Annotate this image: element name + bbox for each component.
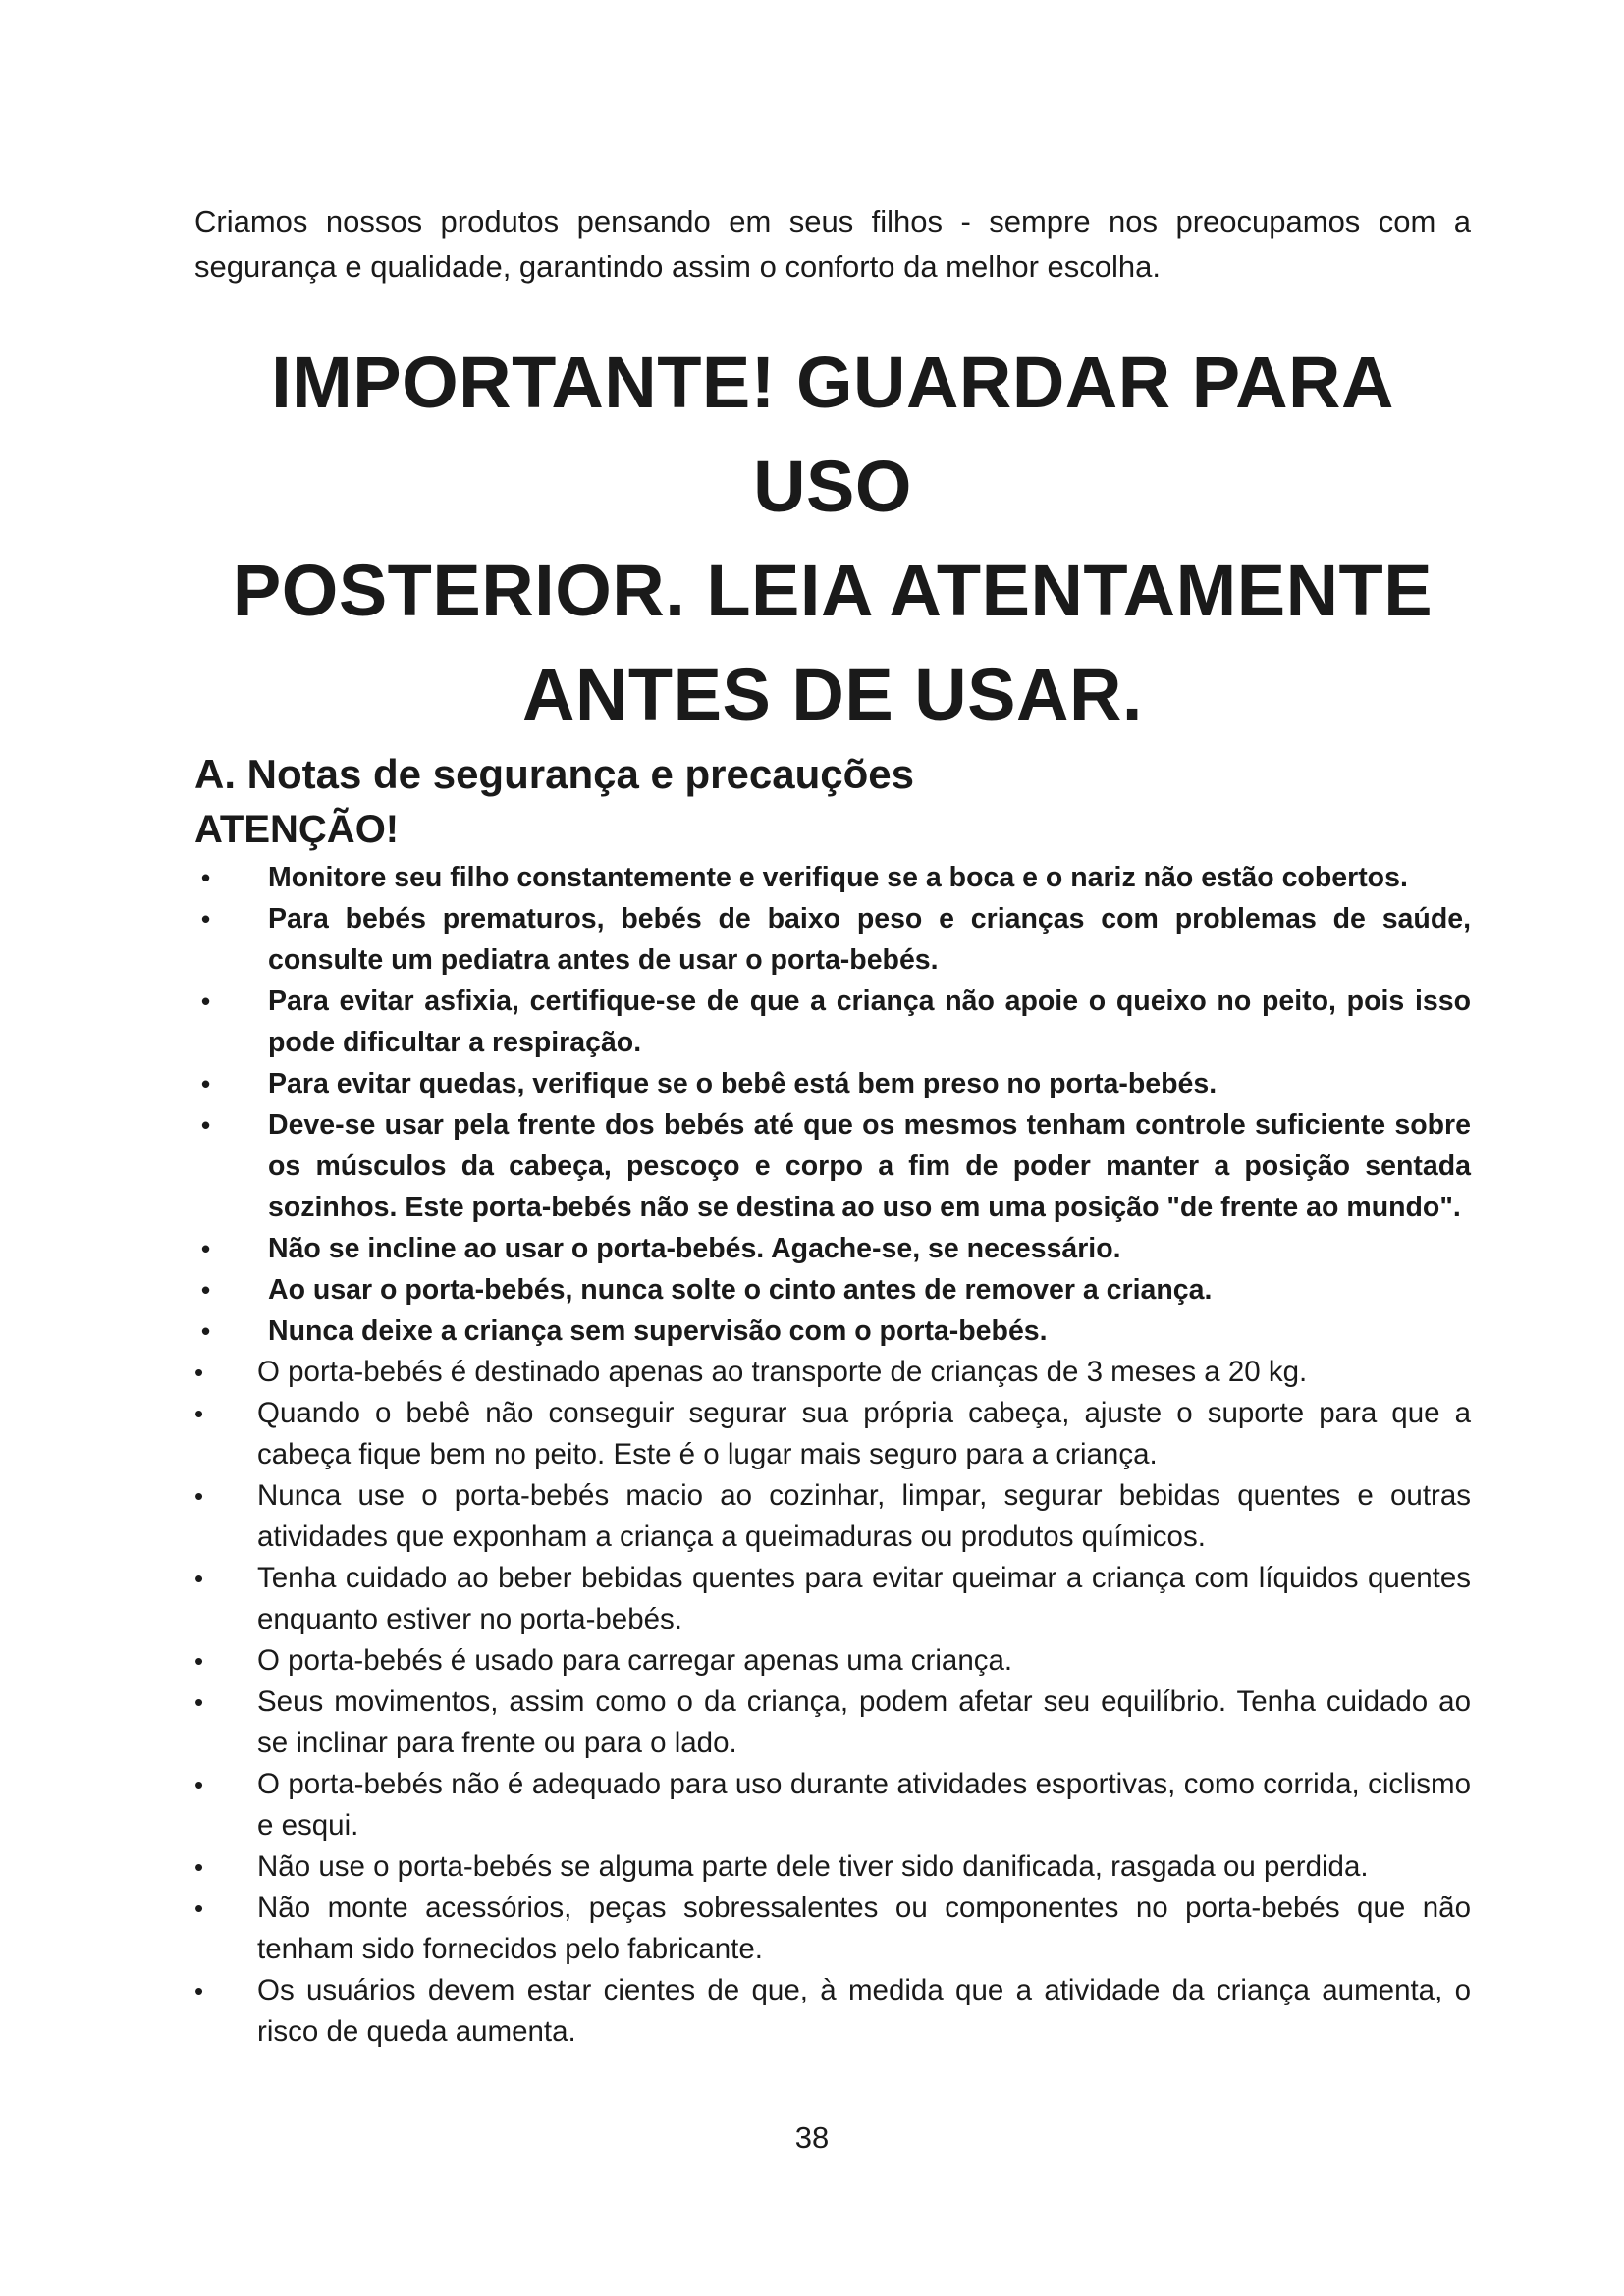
list-item: [194, 1393, 1471, 1475]
bullet-icon: •: [194, 1770, 204, 1799]
list-item-text: Seus movimentos, assim como o da criança, podem afetar seu equilíbrio. Tenha cuidado ao se inclinar para frente ou para o lado.: [257, 1685, 1471, 1759]
list-item-text: Para bebés prematuros, bebés de baixo peso e crianças com problemas de saúde, consulte um pediatra antes de usar o porta-bebés.: [268, 903, 1471, 976]
list-item-text: O porta-bebés não é adequado para uso durante atividades esportivas, como corrida, ciclismo e esqui.: [257, 1768, 1471, 1842]
bullet-icon: •: [194, 1976, 204, 2005]
list-item-text: Tenha cuidado ao beber bebidas quentes para evitar queimar a criança com líquidos quentes enquanto estiver no porta-bebés.: [257, 1562, 1471, 1635]
important-headline: [194, 331, 1471, 747]
list-item-text: Para evitar asfixia, certifique-se de que a criança não apoie o queixo no peito, pois isso pode dificultar a respiração.: [268, 986, 1471, 1058]
list-item: [194, 1228, 1471, 1269]
list-item: [194, 1640, 1471, 1682]
section-title: A. Notas de segurança e precauções: [194, 751, 914, 797]
list-item-text: Não use o porta-bebés se alguma parte dele tiver sido danificada, rasgada ou perdida.: [257, 1850, 1369, 1883]
list-item: [194, 1475, 1471, 1558]
list-item-text: Ao usar o porta-bebés, nunca solte o cinto antes de remover a criança.: [268, 1274, 1213, 1306]
bullet-icon: •: [194, 1564, 204, 1593]
bullet-icon: •: [201, 987, 211, 1016]
bullet-icon: •: [201, 904, 211, 934]
bullet-icon: •: [194, 1687, 204, 1717]
list-item: [194, 1888, 1471, 1970]
headline-line-1: IMPORTANTE! GUARDAR PARA USO: [271, 342, 1394, 527]
list-item: [194, 1764, 1471, 1846]
list-item-text: Os usuários devem estar cientes de que, à medida que a atividade da criança aumenta, o risco de queda aumenta.: [257, 1974, 1471, 2048]
bullet-icon: •: [201, 1316, 211, 1346]
attention-label: ATENÇÃO!: [194, 808, 400, 851]
list-item: [194, 1682, 1471, 1764]
list-item: [194, 981, 1471, 1063]
list-item: [194, 1269, 1471, 1310]
bold-warning-list: [194, 857, 1471, 1352]
list-item: [194, 1970, 1471, 2053]
list-item-text: Deve-se usar pela frente dos bebés até que os mesmos tenham controle suficiente sobre os músculos da cabeça, pescoço e corpo a fim de poder manter a posição sentada sozinhos. Este porta-bebés não se destina ao uso em uma posição "de frente ao mundo".: [268, 1109, 1471, 1223]
page-number: 38: [794, 2120, 830, 2155]
document-page: [194, 199, 1471, 2053]
list-item-text: Não se incline ao usar o porta-bebés. Agache-se, se necessário.: [268, 1233, 1121, 1264]
list-item: [194, 898, 1471, 981]
bullet-icon: •: [194, 1399, 204, 1428]
bullet-icon: •: [194, 1481, 204, 1511]
list-item: [194, 1846, 1471, 1888]
list-item: [194, 1063, 1471, 1104]
list-item-text: Monitore seu filho constantemente e verifique se a boca e o nariz não estão cobertos.: [268, 862, 1408, 893]
headline-line-2: POSTERIOR. LEIA ATENTAMENTE: [232, 550, 1434, 631]
bullet-icon: •: [201, 1069, 211, 1098]
bullet-icon: •: [201, 1234, 211, 1263]
bullet-icon: •: [201, 1275, 211, 1305]
list-item-text: Quando o bebê não conseguir segurar sua própria cabeça, ajuste o suporte para que a cabeça fique bem no peito. Este é o lugar mais seguro para a criança.: [257, 1397, 1471, 1470]
list-item-text: Nunca use o porta-bebés macio ao cozinhar, limpar, segurar bebidas quentes e outras atividades que exponham a criança a queimaduras ou produtos químicos.: [257, 1479, 1471, 1553]
list-item: [194, 1104, 1471, 1228]
list-item-text: Nunca deixe a criança sem supervisão com o porta-bebés.: [268, 1315, 1048, 1347]
list-item: [194, 1310, 1471, 1352]
bullet-icon: •: [194, 1358, 204, 1387]
bullet-icon: •: [201, 1110, 211, 1140]
intro-paragraph: Criamos nossos produtos pensando em seus filhos - sempre nos preocupamos com a segurança e qualidade, garantindo assim o conforto da melhor escolha.: [194, 204, 1471, 284]
list-item-text: O porta-bebés é usado para carregar apenas uma criança.: [257, 1644, 1013, 1677]
list-item: [194, 857, 1471, 898]
list-item: [194, 1558, 1471, 1640]
list-item-text: O porta-bebés é destinado apenas ao transporte de crianças de 3 meses a 20 kg.: [257, 1356, 1308, 1388]
bullet-icon: •: [194, 1894, 204, 1923]
bullet-icon: •: [194, 1852, 204, 1882]
headline-line-3: ANTES DE USAR.: [522, 654, 1143, 735]
bullet-icon: •: [194, 1646, 204, 1676]
list-item: [194, 1352, 1471, 1393]
list-item-text: Para evitar quedas, verifique se o bebê está bem preso no porta-bebés.: [268, 1068, 1218, 1099]
list-item-text: Não monte acessórios, peças sobressalentes ou componentes no porta-bebés que não tenham sido fornecidos pelo fabricante.: [257, 1892, 1471, 1965]
warning-list: [194, 1352, 1471, 2053]
bullet-icon: •: [201, 863, 211, 892]
